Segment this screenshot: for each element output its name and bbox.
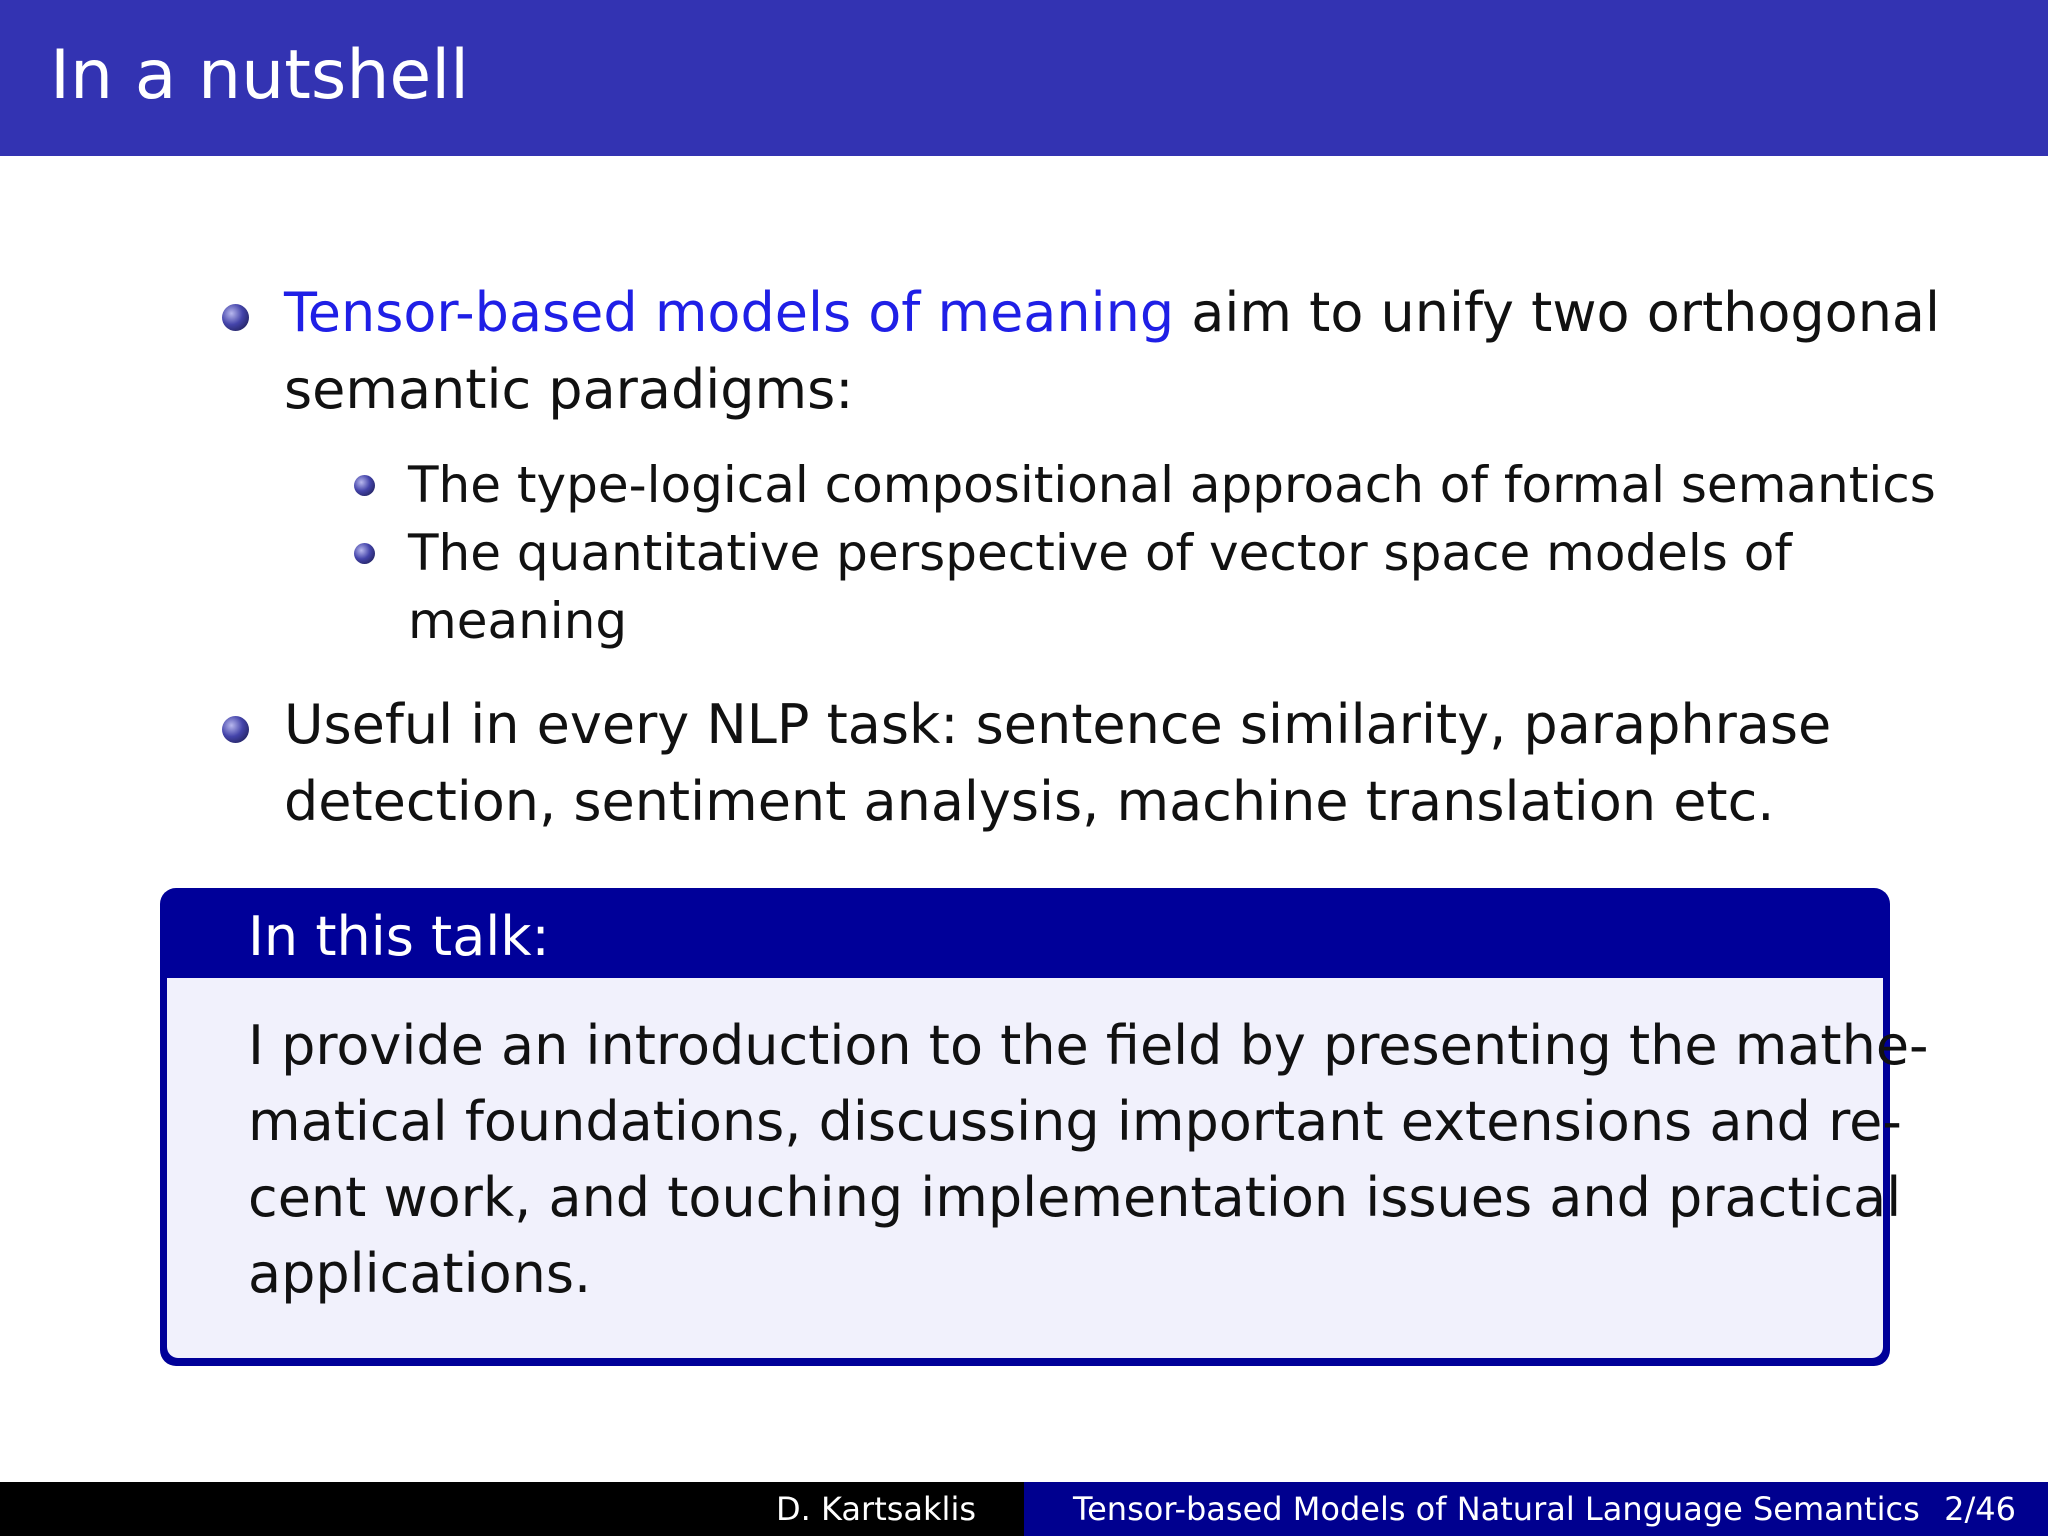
block-line-3: cent work, and touching implementation issues and practical [248, 1166, 1902, 1229]
footer-talk-title: Tensor-based Models of Natural Language Semantics [1073, 1490, 1920, 1528]
footer-author: D. Kartsaklis [776, 1490, 976, 1528]
bullet-ball-icon [222, 304, 249, 331]
bullet-2-line-1: Useful in every NLP task: sentence similarity, paraphrase [284, 693, 1832, 756]
bullet-1-text: aim to unify two orthogonal [1174, 281, 1941, 344]
block-line-1: I provide an introduction to the field by presenting the mathe- [248, 1014, 1929, 1077]
sub-bullet-ball-icon [354, 475, 375, 496]
bullet-ball-icon [222, 716, 249, 743]
talk-summary-block [160, 888, 1929, 1366]
sub-bullet-2-line-1: The quantitative perspective of vector space models of [408, 524, 1792, 582]
highlighted-term: Tensor-based models of meaning [284, 281, 1175, 344]
bullet-1-line-1 [284, 274, 1940, 351]
block-line-2: matical foundations, discussing important extensions and re- [248, 1090, 1902, 1153]
slide-title: In a nutshell [50, 36, 470, 115]
sub-bullet-2-line-2: meaning [408, 592, 628, 650]
slide-footer [0, 1482, 2048, 1536]
footer-page-number: 2/46 [1944, 1490, 2016, 1528]
block-title: In this talk: [248, 905, 550, 968]
block-line-4: applications. [248, 1242, 592, 1305]
bullet-1-line-2: semantic paradigms: [284, 358, 854, 421]
sub-bullet-ball-icon [354, 543, 375, 564]
block-body [167, 978, 1929, 1358]
sub-bullet-1: The type-logical compositional approach of formal semantics [408, 456, 1936, 514]
bullet-2-line-2: detection, sentiment analysis, machine translation etc. [284, 770, 1775, 833]
